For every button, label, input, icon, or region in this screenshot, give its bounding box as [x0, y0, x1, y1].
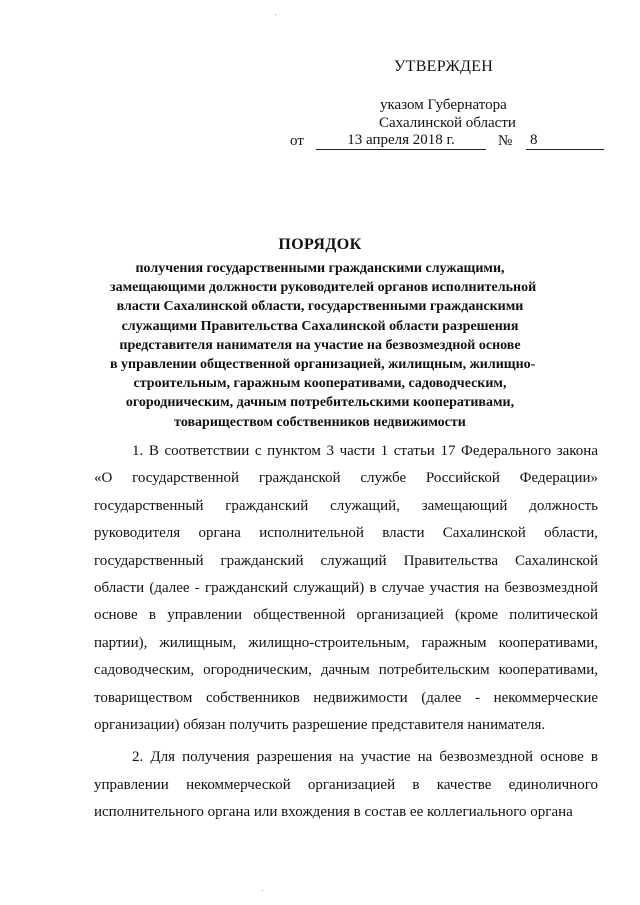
document-subtitle [110, 259, 537, 432]
subtitle-line: власти Сахалинской области, государственными гражданскими [116, 299, 524, 315]
subtitle-line: в управлении общественной организацией, жилищным, жилищно- [110, 357, 536, 373]
scan-speck [262, 890, 263, 891]
decree-line: указом Губернатора [380, 97, 507, 113]
subtitle-line: замещающими должности руководителей органов исполнительной [110, 280, 537, 296]
region-line: Сахалинской области [379, 115, 516, 131]
approval-block [290, 58, 610, 150]
document-body [94, 438, 598, 827]
document-title: ПОРЯДОК [278, 236, 362, 253]
subtitle-line: получения государственными гражданскими служащими, [135, 261, 505, 276]
decree-date: 13 апреля 2018 г. [316, 132, 486, 150]
subtitle-line: огородническим, дачным потребительскими кооперативами, [125, 395, 515, 411]
paragraph-1: 1. В соответствии с пунктом 3 части 1 статьи 17 Федерального закона «О государственной гражданской службе Российской Федерации» государственный гражданский служащий, замещающий должность руководителя органа исполнительной власти Сахалинской области, государственный гражданский служащий Правительства Сахалинской области (далее - гражданский служащий) в случае участия на безвозмездной основе в управлении общественной организацией (кроме политической партии), жилищным, жилищно-строительным, гаражным кооперативами, садоводческим, огородническим, дачным потребительским кооперативами, товариществом собственников недвижимости (далее - некоммерческие организации) обязан получить разрешение представителя нанимателя. [94, 443, 598, 734]
subtitle-line: представителя нанимателя на участие на безвозмездной основе [119, 337, 521, 353]
scan-speck [275, 14, 276, 15]
subtitle-line: товариществом собственников недвижимости [174, 414, 466, 430]
subtitle-line: строительным, гаражным кооперативами, садоводческим, [133, 376, 507, 392]
subtitle-line: служащими Правительства Сахалинской области разрешения [121, 318, 519, 334]
from-label: от [290, 133, 304, 149]
number-label: № [498, 133, 513, 149]
date-number-line [290, 132, 610, 150]
paragraph-2: 2. Для получения разрешения на участие на безвозмездной основе в управлении некоммерческой организацией в качестве единоличного исполнительного органа или вхождения в состав ее коллегиального органа [94, 749, 598, 821]
decree-number: 8 [526, 132, 604, 150]
approved-heading: УТВЕРЖДЕН [394, 58, 494, 75]
